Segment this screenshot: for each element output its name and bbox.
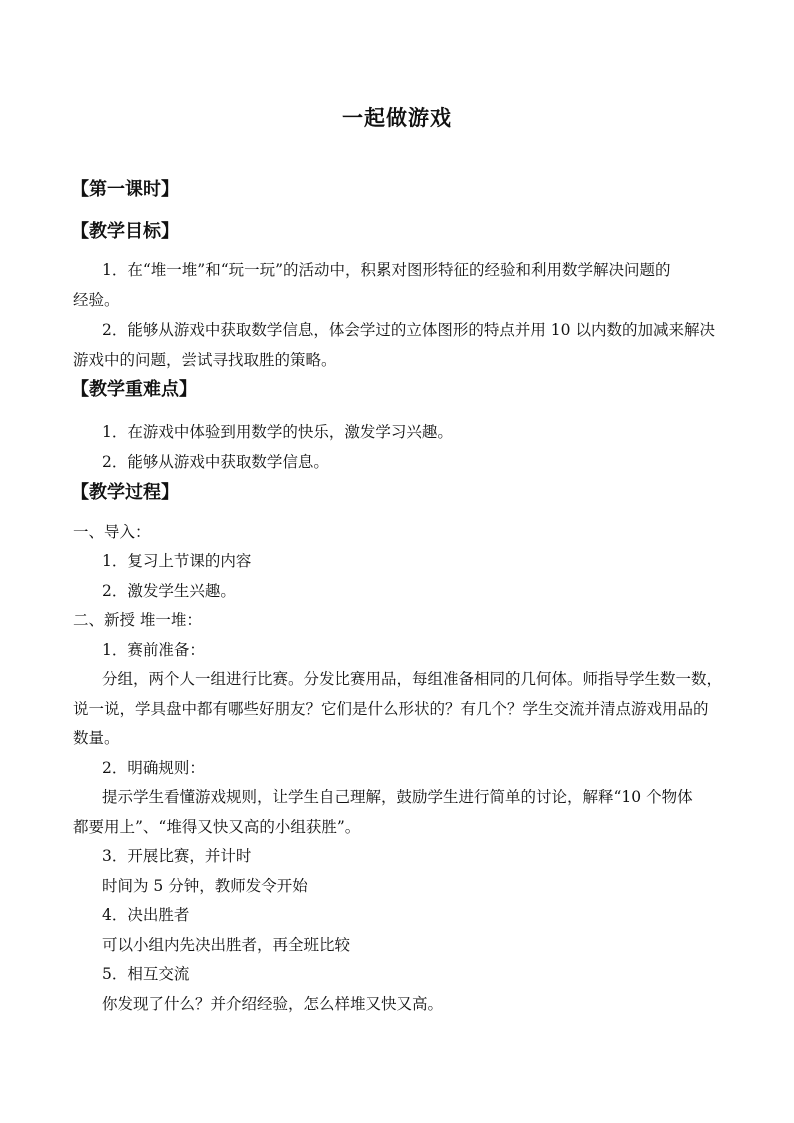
step-2-para-line-2: 都要用上”、“堆得又快又高的小组获胜”。 <box>73 818 361 836</box>
step-2-label: 2．明确规则： <box>102 759 205 777</box>
process-intro: 一、导入： <box>73 523 151 541</box>
process-intro-1: 1．复习上节课的内容 <box>102 552 252 570</box>
step-1-para-line-3: 数量。 <box>73 729 120 747</box>
step-2-para-line-1: 提示学生看懂游戏规则，让学生自己理解，鼓励学生进行简单的讨论，解释“10 个物体 <box>102 788 693 806</box>
goals-heading: 【教学目标】 <box>71 221 179 242</box>
goal-2-line-2: 游戏中的问题，尝试寻找取胜的策略。 <box>73 351 337 369</box>
step-1-label: 1．赛前准备： <box>102 641 205 659</box>
key-point-2: 2．能够从游戏中获取数学信息。 <box>102 453 329 471</box>
step-1-para-line-1: 分组，两个人一组进行比赛。分发比赛用品，每组准备相同的几何体。师指导学生数一数， <box>102 670 723 688</box>
process-heading: 【教学过程】 <box>71 482 179 503</box>
lesson-heading: 【第一课时】 <box>71 179 179 200</box>
goal-1-line-2: 经验。 <box>73 291 120 309</box>
step-4-para: 可以小组内先决出胜者，再全班比较 <box>102 936 351 954</box>
process-new: 二、新授 堆一堆： <box>73 611 202 629</box>
step-3-para: 时间为 5 分钟，教师发令开始 <box>102 877 308 895</box>
step-5-para: 你发现了什么？并介绍经验，怎么样堆又快又高。 <box>102 995 444 1013</box>
process-intro-2: 2．激发学生兴趣。 <box>102 582 236 600</box>
goal-2-line-1: 2．能够从游戏中获取数学信息，体会学过的立体图形的特点并用 10 以内数的加减来解决 <box>102 321 715 339</box>
step-3-label: 3．开展比赛，并计时 <box>102 847 252 865</box>
key-points-heading: 【教学重难点】 <box>71 379 197 400</box>
step-5-label: 5．相互交流 <box>102 965 190 983</box>
step-4-label: 4．决出胜者 <box>102 906 190 924</box>
key-point-1: 1．在游戏中体验到用数学的快乐，激发学习兴趣。 <box>102 423 453 441</box>
step-1-para-line-2: 说一说，学具盘中都有哪些好朋友？它们是什么形状的？有几个？学生交流并清点游戏用品的 <box>73 700 709 718</box>
goal-1-line-1: 1．在“堆一堆”和“玩一玩”的活动中，积累对图形特征的经验和利用数学解决问题的 <box>102 261 671 279</box>
document-title: 一起做游戏 <box>342 105 452 130</box>
